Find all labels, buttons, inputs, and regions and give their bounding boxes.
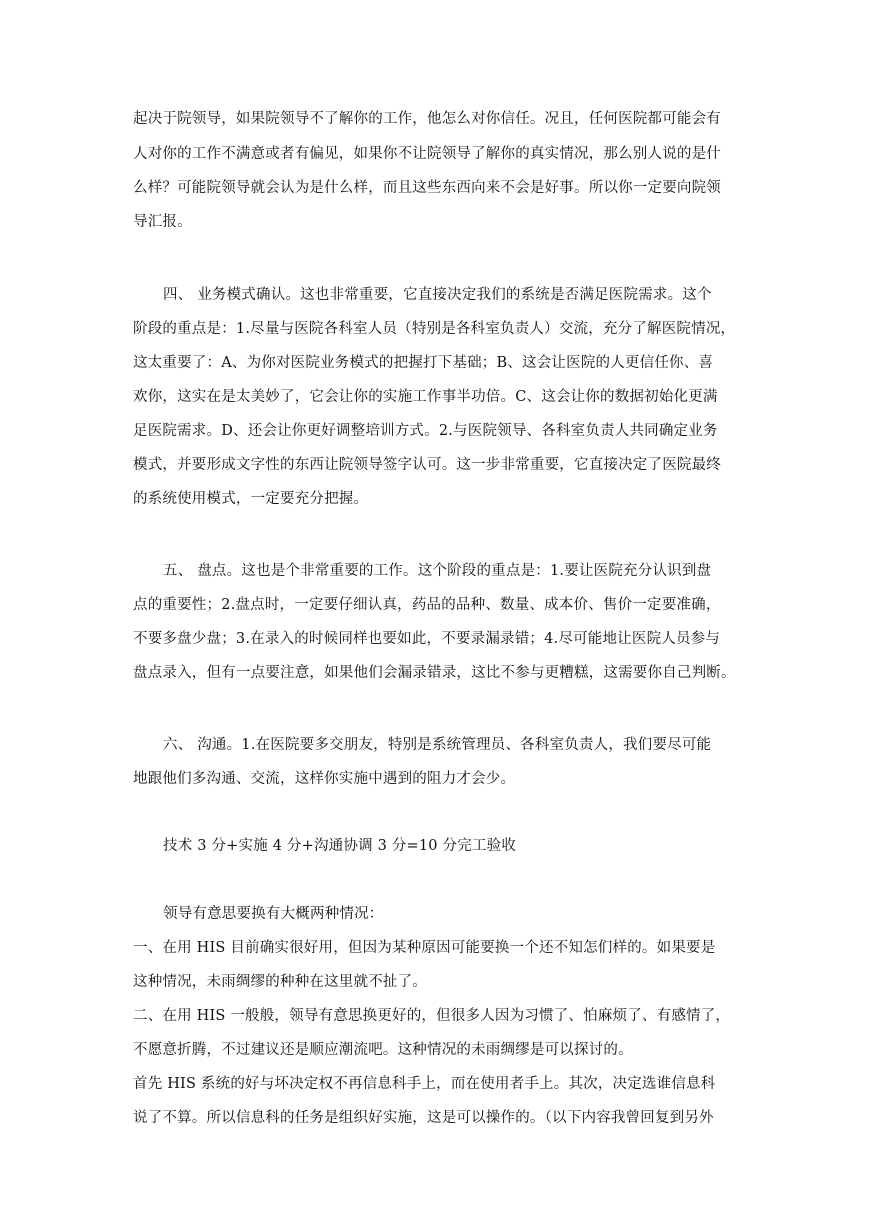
text-line: 导汇报。 — [133, 214, 192, 230]
text-line: 这太重要了：A、为你对医院业务模式的把握打下基础；B、这会让医院的人更信任你、喜 — [133, 355, 714, 371]
text-line: 人对你的工作不满意或者有偏见，如果你不让院领导了解你的真实情况，那么别人说的是什 — [133, 146, 721, 162]
section-four-heading-line: 四、 业务模式确认。这也非常重要，它直接决定我们的系统是否满足医院需求。这个 — [163, 287, 712, 303]
text-line: 足医院需求。D、还会让你更好调整培训方式。2.与医院领导、各科室负责人共同确定业务 — [133, 423, 718, 439]
text-line: 地跟他们多沟通、交流，这样你实施中遇到的阻力才会少。 — [133, 771, 516, 787]
text-line: 的系统使用模式，一定要充分把握。 — [133, 491, 369, 507]
score-summary-line: 技术 3 分+实施 4 分+沟通协调 3 分=10 分完工验收 — [163, 838, 517, 854]
text-line: 起决于院领导，如果院领导不了解你的工作，他怎么对你信任。况且，任何医院都可能会有 — [133, 111, 721, 127]
list-item-two-line: 二、在用 HIS 一般般，领导有意思换更好的，但很多人因为习惯了、怕麻烦了、有感情了， — [133, 1008, 731, 1024]
text-line: 不要多盘少盘；3.在录入的时候同样也要如此，不要录漏录错；4.尽可能地让医院人员参与 — [133, 631, 721, 647]
section-six-heading-line: 六、 沟通。1.在医院要多交朋友，特别是系统管理员、各科室负责人，我们要尽可能 — [163, 737, 712, 753]
text-line: 说了不算。所以信息科的任务是组织好实施，这是可以操作的。（以下内容我曾回复到另外 — [133, 1110, 714, 1126]
text-line: 盘点录入，但有一点要注意，如果他们会漏录错录，这比不参与更糟糕，这需要你自己判断。 — [133, 665, 736, 681]
text-line: 首先 HIS 系统的好与坏决定权不再信息科手上，而在使用者手上。其次，决定选谁信息科 — [133, 1076, 716, 1092]
text-line: 点的重要性；2.盘点时，一定要仔细认真，药品的品种、数量、成本价、售价一定要准确， — [133, 597, 721, 613]
text-line: 阶段的重点是：1.尽量与医院各科室人员（特别是各科室负责人）交流，充分了解医院情况， — [133, 321, 736, 337]
list-item-one-line: 一、在用 HIS 目前确实很好用，但因为某种原因可能要换一个还不知怎们样的。如果要是 — [133, 940, 716, 956]
text-line: 么样？可能院领导就会认为是什么样，而且这些东西向来不会是好事。所以你一定要向院领 — [133, 180, 721, 196]
text-line: 模式，并要形成文字性的东西让院领导签字认可。这一步非常重要，它直接决定了医院最终 — [133, 457, 721, 473]
text-line: 领导有意思要换有大概两种情况： — [163, 906, 384, 922]
text-line: 欢你，这实在是太美妙了，它会让你的实施工作事半功倍。C、这会让你的数据初始化更满 — [133, 389, 718, 405]
text-line: 不愿意折腾，不过建议还是顺应潮流吧。这种情况的未雨绸缪是可以探讨的。 — [133, 1042, 633, 1058]
text-line: 这种情况，未雨绸缪的种种在这里就不扯了。 — [133, 974, 427, 990]
section-five-heading-line: 五、 盘点。这也是个非常重要的工作。这个阶段的重点是：1.要让医院充分认识到盘 — [163, 563, 712, 579]
